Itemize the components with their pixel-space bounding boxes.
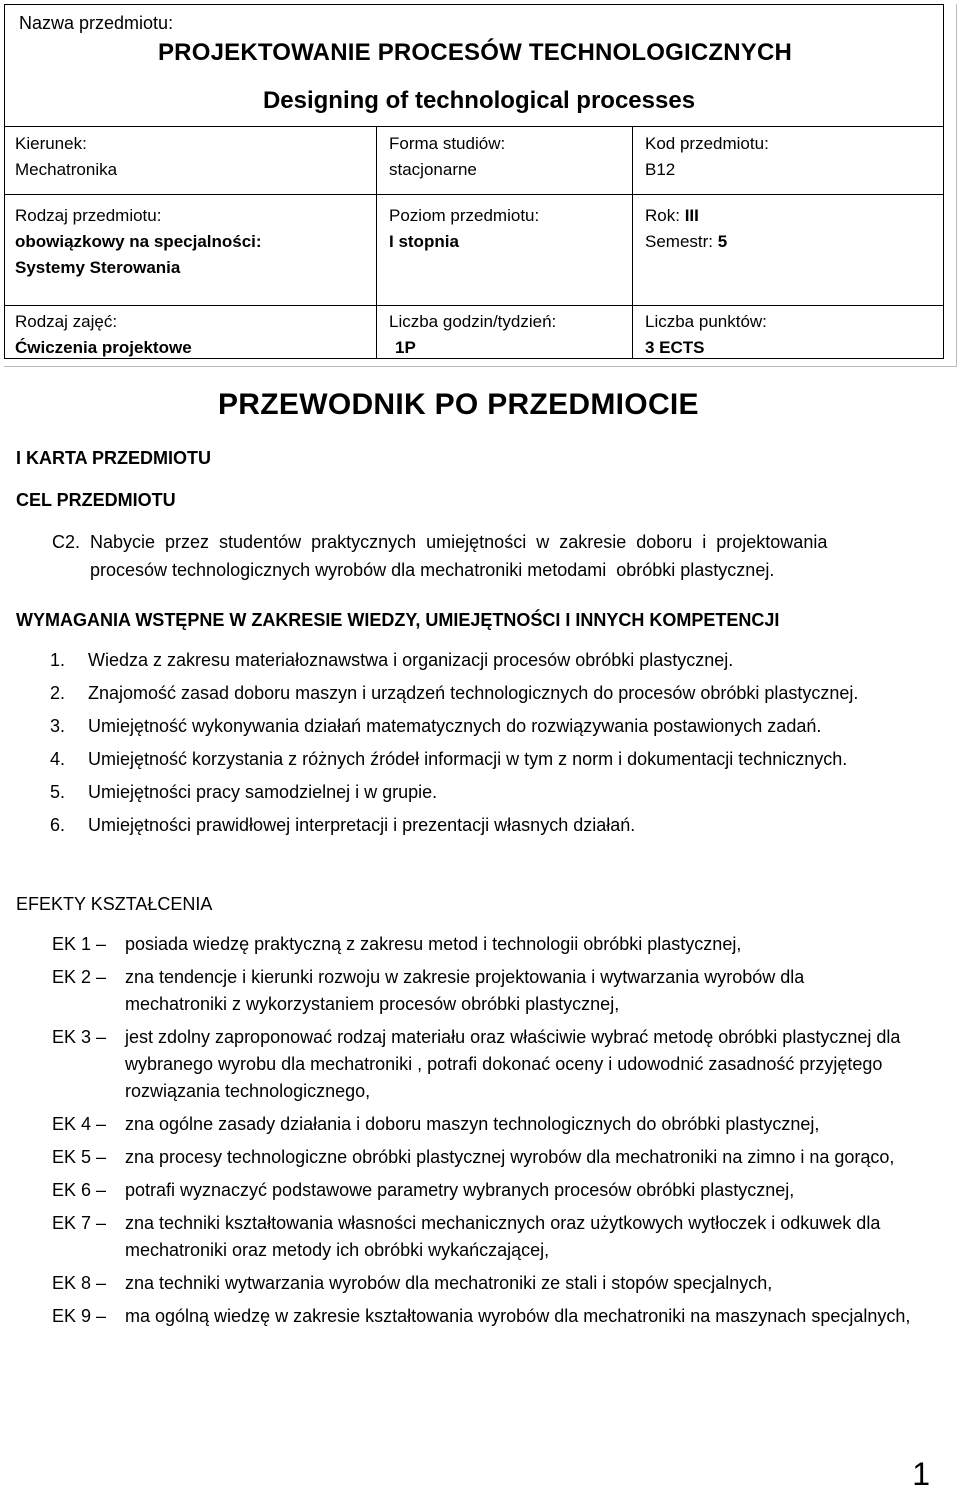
rok-label: Rok: bbox=[645, 206, 685, 225]
list-item: 1. Wiedza z zakresu materiałoznawstwa i organizacji procesów obróbki plastycznej. bbox=[50, 650, 734, 670]
guide-title: PRZEWODNIK PO PRZEDMIOCIE bbox=[218, 388, 699, 421]
row-divider bbox=[5, 305, 943, 306]
punkty-cell bbox=[645, 309, 767, 361]
karta-heading: I KARTA PRZEDMIOTU bbox=[16, 448, 211, 468]
list-item: 3. Umiejętność wykonywania działań matematycznych do rozwiązywania postawionych zadań. bbox=[50, 716, 822, 736]
list-item: EK 1 – posiada wiedzę praktyczną z zakresu metod i technologii obróbki plastycznej, bbox=[52, 934, 742, 954]
poziom-value: I stopnia bbox=[389, 232, 459, 251]
cel-paragraph bbox=[52, 528, 932, 584]
poziom-label: Poziom przedmiotu: bbox=[389, 206, 540, 225]
cel-code: C2. bbox=[52, 532, 81, 552]
poziom-cell bbox=[389, 203, 539, 255]
rodzaj-value-1: obowiązkowy na specjalności: bbox=[15, 232, 262, 251]
rodzaj-value-2: Systemy Sterowania bbox=[15, 258, 181, 277]
wymagania-heading: WYMAGANIA WSTĘPNE W ZAKRESIE WIEDZY, UMIEJĘTNOŚCI I INNYCH KOMPETENCJI bbox=[16, 610, 780, 630]
list-item: EK 5 – zna procesy technologiczne obróbki plastycznej wyrobów dla mechatroniki na zimno i na gorąco, bbox=[52, 1147, 895, 1167]
zajecia-label: Rodzaj zajęć: bbox=[15, 312, 118, 331]
col-divider bbox=[376, 126, 377, 358]
rodzaj-cell bbox=[15, 203, 262, 281]
forma-value: stacjonarne bbox=[389, 160, 477, 179]
header-table bbox=[4, 4, 944, 359]
page-number: 1 bbox=[912, 1456, 930, 1492]
efekty-heading: EFEKTY KSZTAŁCENIA bbox=[16, 894, 213, 914]
cel-line-2: procesów technologicznych wyrobów dla mechatroniki metodami obróbki plastycznej. bbox=[90, 560, 775, 580]
list-item: EK 8 – zna techniki wytwarzania wyrobów dla mechatroniki ze stali i stopów specjalnych, bbox=[52, 1273, 773, 1293]
rodzaj-label: Rodzaj przedmiotu: bbox=[15, 206, 162, 225]
list-item: 5. Umiejętności pracy samodzielnej i w grupie. bbox=[50, 782, 438, 802]
subject-title-pl: PROJEKTOWANIE PROCESÓW TECHNOLOGICZNYCH bbox=[157, 39, 793, 66]
zajecia-cell bbox=[15, 309, 192, 361]
list-item: EK 7 – zna techniki kształtowania własności mechanicznych oraz użytkowych wytłoczek i odkuwek dla mechatroniki oraz metody ich obróbki wykańczającej, bbox=[52, 1213, 881, 1260]
col-divider bbox=[632, 126, 633, 358]
punkty-label: Liczba punktów: bbox=[645, 312, 767, 331]
kod-value: B12 bbox=[645, 160, 676, 179]
forma-label: Forma studiów: bbox=[389, 134, 506, 153]
godziny-value: 1P bbox=[395, 338, 416, 357]
list-item: EK 2 – zna tendencje i kierunki rozwoju w zakresie projektowania i wytwarzania wyrobów dla mechatroniki z wykorzystaniem procesów obróbki plastycznej, bbox=[52, 967, 805, 1014]
list-item: 4. Umiejętność korzystania z różnych źródeł informacji w tym z norm i dokumentacji technicznych. bbox=[50, 749, 848, 769]
wymagania-list bbox=[50, 647, 950, 845]
subject-label: Nazwa przedmiotu: bbox=[19, 13, 174, 33]
forma-cell bbox=[389, 131, 505, 183]
row-divider bbox=[5, 194, 943, 195]
kierunek-cell bbox=[15, 131, 117, 183]
list-item: 6. Umiejętności prawidłowej interpretacji i prezentacji własnych działań. bbox=[50, 815, 636, 835]
list-item: EK 4 – zna ogólne zasady działania i doboru maszyn technologicznych do obróbki plastycznej, bbox=[52, 1114, 820, 1134]
subject-title-en: Designing of technological processes bbox=[262, 87, 696, 114]
cel-heading: CEL PRZEDMIOTU bbox=[16, 490, 176, 510]
kod-label: Kod przedmiotu: bbox=[645, 134, 769, 153]
kierunek-label: Kierunek: bbox=[15, 134, 87, 153]
header-shadow-bottom bbox=[4, 359, 956, 367]
list-item: EK 9 – ma ogólną wiedzę w zakresie kształtowania wyrobów dla mechatroniki na maszynach specjalnych, bbox=[52, 1306, 911, 1326]
rok-cell bbox=[645, 203, 727, 255]
rok-value: III bbox=[684, 206, 699, 225]
godziny-label: Liczba godzin/tydzień: bbox=[389, 312, 557, 331]
kod-cell bbox=[645, 131, 769, 183]
list-item: EK 3 – jest zdolny zaproponować rodzaj materiału oraz właściwie wybrać metodę obróbki plastycznej dla wybranego wyrobu dla mechatroniki , potrafi dokonać oceny i udowodnić zasadność przyjętego rozwiązania technologicznego, bbox=[52, 1027, 901, 1101]
header-shadow bbox=[944, 4, 957, 367]
list-item: EK 6 – potrafi wyznaczyć podstawowe parametry wybranych procesów obróbki plastycznej, bbox=[52, 1180, 795, 1200]
semestr-value: 5 bbox=[717, 232, 728, 251]
row-divider bbox=[5, 126, 943, 127]
punkty-value: 3 ECTS bbox=[645, 338, 705, 357]
kierunek-value: Mechatronika bbox=[15, 160, 118, 179]
godziny-cell bbox=[389, 309, 556, 361]
list-item: 2. Znajomość zasad doboru maszyn i urządzeń technologicznych do procesów obróbki plastycznej. bbox=[50, 683, 859, 703]
efekty-list bbox=[52, 931, 932, 1336]
semestr-label: Semestr: bbox=[645, 232, 718, 251]
cel-line-1: Nabycie przez studentów praktycznych umiejętności w zakresie doboru i projektowania bbox=[90, 532, 828, 552]
zajecia-value: Ćwiczenia projektowe bbox=[15, 338, 192, 357]
